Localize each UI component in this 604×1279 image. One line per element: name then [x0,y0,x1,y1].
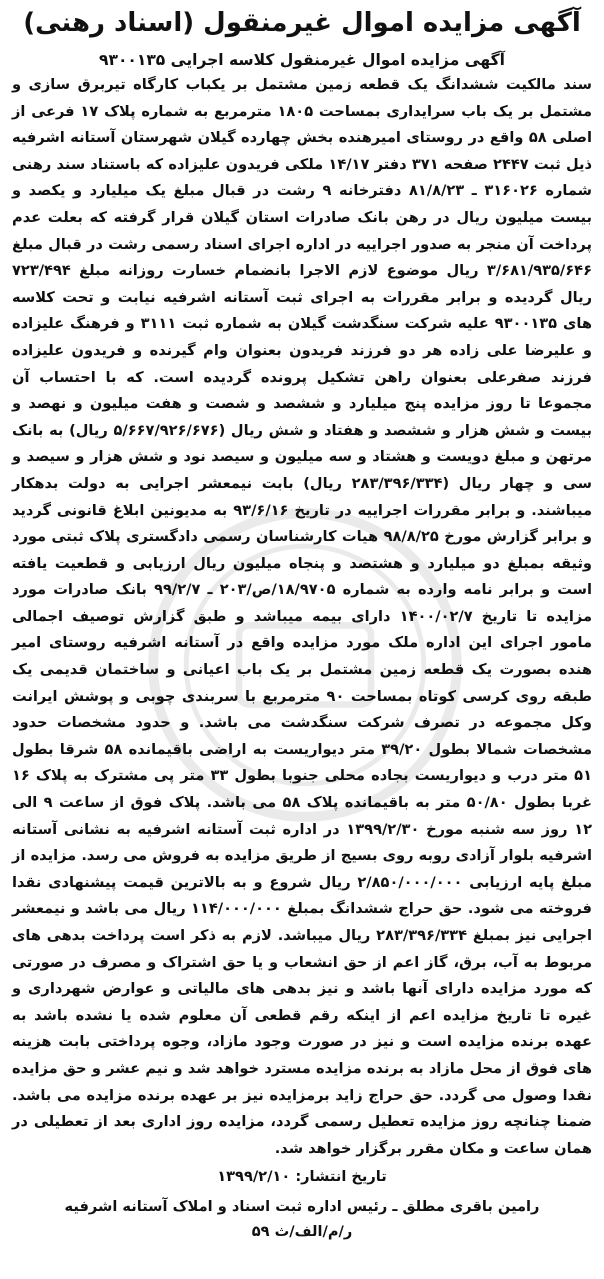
notice-title: آگهی مزایده اموال غیرمنقول (اسناد رهنی) [23,8,581,38]
notice-body: سند مالکیت ششدانگ یک قطعه زمین مشتمل بر یکباب کارگاه تیربرق سازی و مشتمل بر یک باب سرایداری بمساحت ۱۸۰۵ مترمربع به شماره پلاک ۱۷ فرعی از اصلی ۵۸ واقع در روستای امیرهنده بخش چهارده گیلان شهرستان آستانه اشرفیه ذیل ثبت ۲۴۴۷ صفحه ۳۷۱ دفتر ۱۴/۱۷ ملکی فریدون علیزاده که باستناد سند رهنی شماره ۳۱۶۰۲۶ ـ ۸۱/۸/۲۳ دفترخانه ۹ رشت در قبال مبلغ یک میلیارد و یکصد و بیست میلیون ریال در رهن بانک صادرات استان گیلان قرار گرفته که بعلت عدم پرداخت آن منجر به صدور اجراییه در اداره اجرای اسناد رسمی رشت در قبال مبلغ ۳/۶۸۱/۹۳۵/۶۴۶ ریال موضوع لازم الاجرا بانضمام خسارت روزانه مبلغ ۷۲۳/۴۹۴ ریال گردیده و برابر مقررات به اجرای ثبت آستانه اشرفیه نیابت و تحت کلاسه های ۹۳۰۰۱۳۵ علیه شرکت سنگدشت گیلان به شماره ثبت ۳۱۱۱ و فرهنگ علیزاده و علیرضا علی زاده هر دو فرزند فریدون بعنوان وام گیرنده و فریدون علیزاده فرزند صفرعلی بعنوان راهن تشکیل پرونده گردیده است. که با احتساب آن مجموعا تا روز مزایده پنج میلیارد و ششصد و شصت و هفت میلیون و نهصد و بیست و شش هزار و ششصد و هفتاد و شش ریال (۵/۶۶۷/۹۲۶/۶۷۶ ریال) به بانک مرتهن و مبلغ دویست و هشتاد و سه میلیون و سیصد نود و شش هزار و سیصد و سی و چهار ریال (۲۸۳/۳۹۶/۳۳۴ ریال) بابت نیمعشر اجرایی به دولت بدهکار میباشند. و برابر مقررات اجراییه در تاریخ ۹۳/۶/۱۶ به مدیونین ابلاغ قانونی گردید و برابر گزارش مورخ ۹۸/۸/۲۵ هیات کارشناسان رسمی دادگستری پلاک ثبتی مورد وثیقه بمبلغ دو میلیارد و هشتصد و پنجاه میلیون ریال ارزیابی و قطعیت یافته است و برابر نامه وارده به شماره ۱۸/۹۷۰۵/ص/۲۰۳ ـ ۹۹/۲/۷ بانک صادرات مورد مزایده تا تاریخ ۱۴۰۰/۰۲/۷ دارای بیمه میباشد و طبق گزارش توصیف اجمالی مامور اجرای این اداره ملک مورد مزایده واقع در آستانه اشرفیه روستای امیر هنده بصورت یک قطعه زمین مشتمل بر یک باب اعیانی و ساختمان قدیمی یک طبقه روی کرسی کوتاه بمساحت ۹۰ مترمربع با سربندی چوبی و پوشش ایرانت وکل مجموعه در تصرف شرکت سنگدشت می باشد. و حدود مشخصات حدود مشخصات شمالا بطول ۳۹/۲۰ متر دیواریست به اراضی باقیمانده ۵۸ شرقا بطول ۵۱ متر درب و دیواریست بجاده محلی جنوبا بطول ۳۳ متر پی مشترک به پلاک ۱۶ غربا بطول ۵۰/۸۰ متر به باقیمانده پلاک ۵۸ می باشد. پلاک فوق از ساعت ۹ الی ۱۲ روز سه شنبه مورخ ۱۳۹۹/۲/۳۰ در اداره ثبت آستانه اشرفیه به نشانی آستانه اشرفیه بلوار آزادی روبه روی بسیج از طریق مزایده به فروش می رسد. مزایده از مبلغ پایه ارزیابی ۲/۸۵۰/۰۰۰/۰۰۰ ریال شروع و به بالاترین قیمت پیشنهادی نقدا فروخته می شود. حق حراج ششدانگ بمبلغ ۱۱۴/۰۰۰/۰۰۰ ریال می باشد و نیمعشر اجرایی نیز بمبلغ ۲۸۳/۳۹۶/۳۳۴ ریال میباشد. لازم به ذکر است پرداخت بدهی های مربوط به آب، برق، گاز اعم از حق انشعاب و یا حق اشتراک و مصرف در صورتی که مورد مزایده دارای آنها باشد و نیز بدهی های مالیاتی و عوارض شهرداری و غیره تا تاریخ مزایده اعم از اینکه رقم قطعی آن معلوم شده یا نشده باشد به عهده برنده مزایده است و نیز در صورت وجود مازاد، وجوه پرداختی بابت هزینه های فوق از محل مازاد به برنده مزایده مسترد خواهد شد و نیم عشر و حق مزایده نقدا وصول می گردد. حق حراج زاید برمزایده نیز بر عهده برنده مزایده می باشد. ضمنا چنانچه روز مزایده تعطیل رسمی گردد، مزایده روز اداری بعد از تعطیلی در همان ساعت و مکان مقرر برگزار خواهد شد. [12,76,593,1157]
publish-date: تاریخ انتشار: ۱۳۹۹/۲/۱۰ [217,1168,387,1186]
reference-code: ر/م/الف/ث ۵۹ [251,1223,353,1241]
notice-subtitle: آگهی مزایده اموال غیرمنقول کلاسه اجرایی ۹۳۰۰۱۳۵ [99,51,505,69]
signature-line: رامین باقری مطلق ـ رئیس اداره ثبت اسناد و املاک آستانه اشرفیه [64,1198,540,1216]
